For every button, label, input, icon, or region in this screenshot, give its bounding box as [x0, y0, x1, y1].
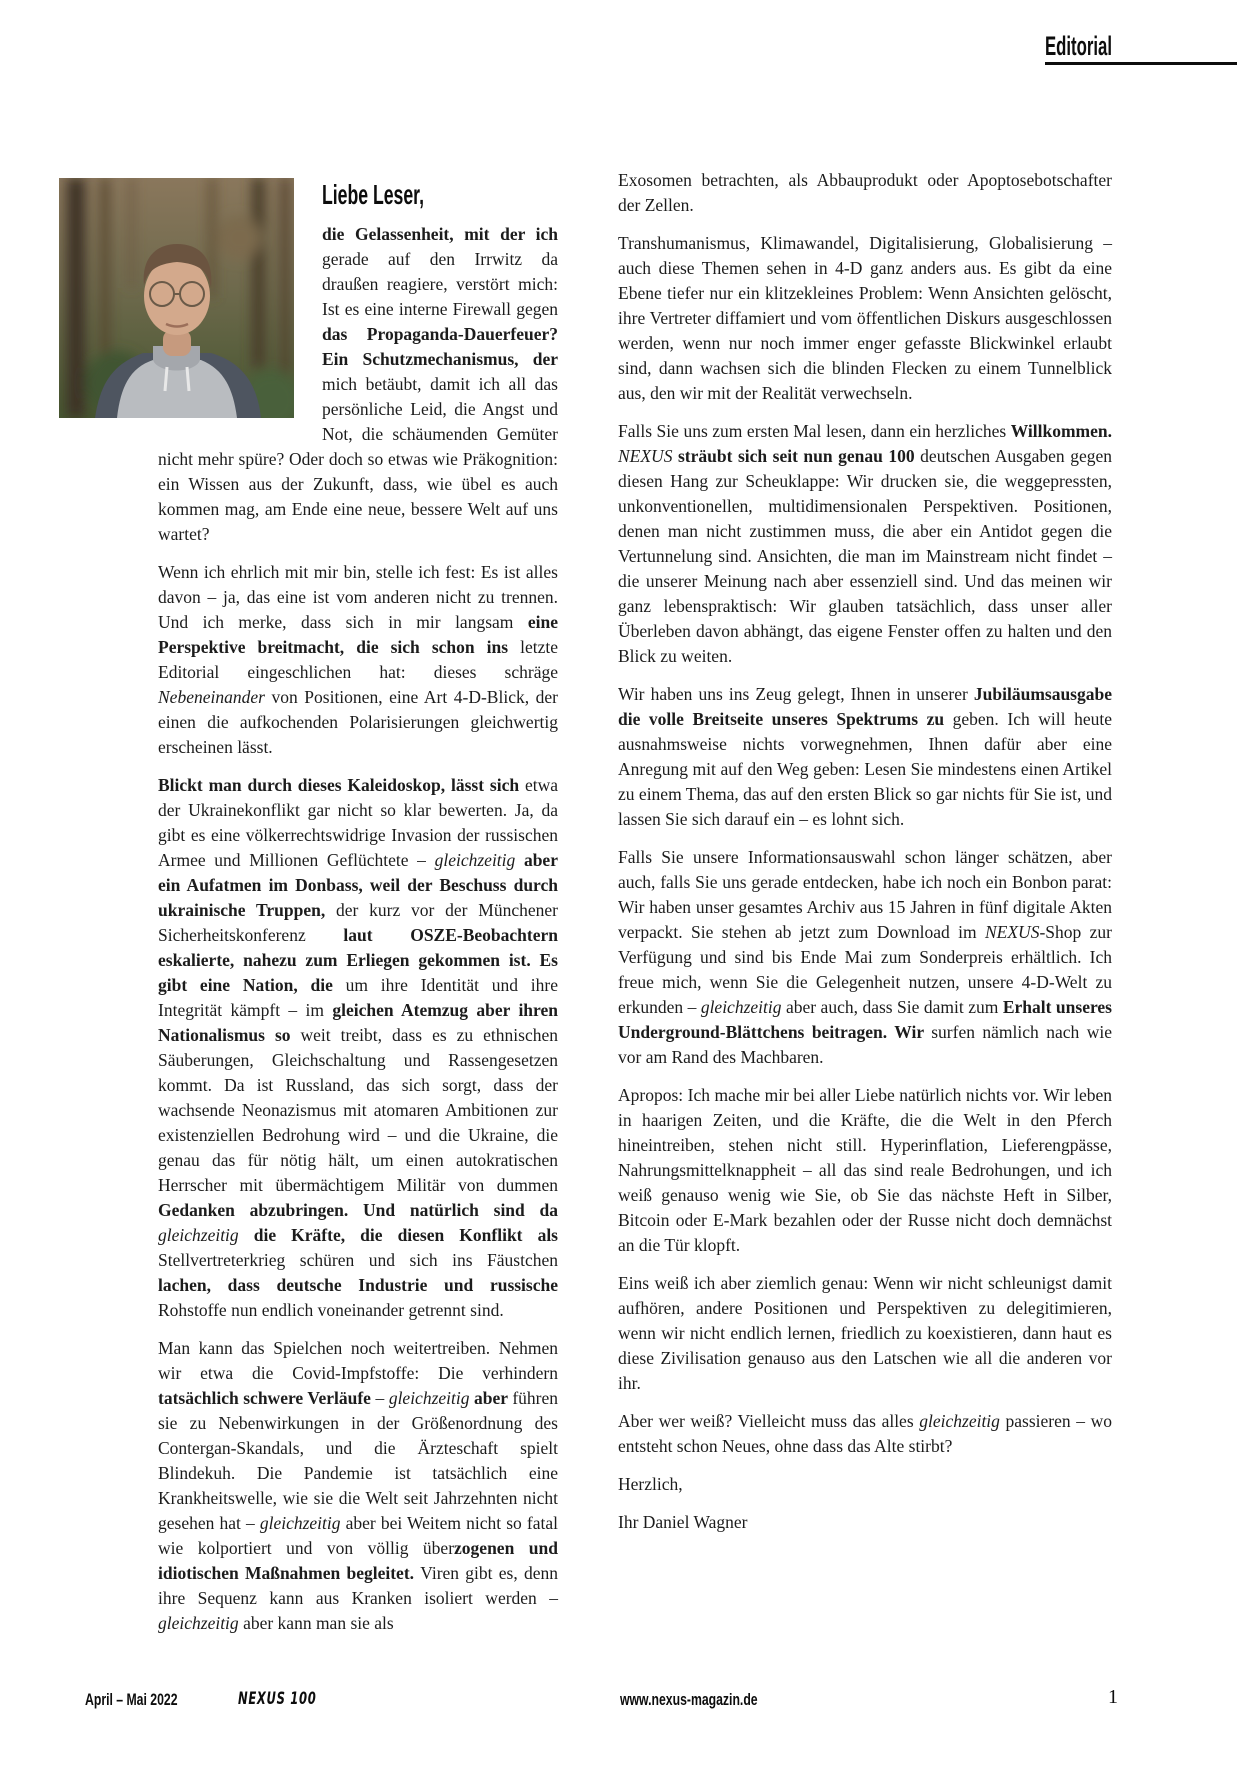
text-run: Rohstoffe nun endlich voneinander getrennt sind.	[158, 1300, 504, 1320]
text-run: Falls Sie unsere Informationsauswahl schon länger schätzen, aber auch, falls Sie uns gerade entdecken, habe ich noch ein Bonbon parat: Wir haben unser gesamtes Archiv aus 15 Jahren in fünf digitale Akten verpackt. Sie stehen ab jetzt zum Download im	[618, 847, 1112, 942]
text-run: Ihr Daniel Wagner	[618, 1512, 748, 1532]
text-run: aber	[474, 1388, 513, 1408]
text-run: die Kräfte, die diesen Konflikt als	[253, 1225, 558, 1245]
right-column	[618, 168, 1112, 1548]
text-run: gleichzeitig	[700, 997, 786, 1017]
text-run: gleichzeitig	[434, 850, 524, 870]
salutation-heading: Liebe Leser,	[322, 179, 424, 210]
text-run: sträubt sich seit nun genau 100	[677, 446, 921, 466]
text-run: aber kann man sie als	[243, 1613, 394, 1633]
text-run: gleichzeitig	[158, 1225, 254, 1245]
paragraph	[618, 1510, 1112, 1535]
issue-logo: NEXUS 100	[238, 1689, 317, 1709]
text-run: tatsächlich schwere Verläufe	[158, 1388, 376, 1408]
text-run: zogenen und idiotischen Maßnahmen begleitet.	[158, 1538, 558, 1583]
page-number: 1	[1108, 1686, 1118, 1708]
text-run: NEXUS	[985, 922, 1040, 942]
text-run: Eins weiß ich aber ziemlich genau: Wenn wir nicht schleunigst damit aufhören, andere Positionen und Perspektiven zu delegitimieren, wenn wir nicht endlich lernen, friedlich zu koexistieren, dann haut es diese Zivilisation genauso aus den Latschen wie all die anderen vor ihr.	[618, 1273, 1112, 1393]
text-run: gleichzeitig	[259, 1513, 346, 1533]
text-run: -Shop zur Verfügung und sind bis Ende Mai zum Sonderpreis erhältlich. Ich freue mich, wenn Sie die Gelegenheit nutzen, unsere 4-D-Welt zu erkunden –	[618, 922, 1113, 1017]
text-run: die Gelassenheit, mit der ich	[322, 224, 558, 244]
text-run: Gedanken abzubringen. Und natürlich sind da	[158, 1200, 558, 1220]
text-run: Falls Sie uns zum ersten Mal lesen, dann ein herzliches	[618, 421, 1011, 441]
text-run: aber bei Weitem nicht so fatal wie kolportiert und von völlig über	[158, 1513, 558, 1558]
paragraph	[618, 1271, 1112, 1396]
text-run: eine Perspektive breitmacht, die sich schon ins	[158, 612, 558, 657]
paragraph	[618, 231, 1112, 406]
paragraph	[158, 222, 558, 547]
paragraph	[618, 419, 1112, 669]
text-run: Willkommen.	[1010, 421, 1112, 441]
paragraph	[158, 1336, 558, 1636]
text-run: gleichzeitig	[919, 1411, 1006, 1431]
text-run: aber ein Aufatmen im Donbass, weil der Beschuss durch ukrainische Truppen,	[158, 850, 558, 920]
text-run: der kurz vor der Münchener Sicherheitskonferenz	[158, 900, 558, 945]
text-run: Transhumanismus, Klimawandel, Digitalisierung, Globalisierung – auch diese Themen sehen in 4-D ganz anders aus. Es gibt da eine Ebene tiefer nur ein klitzekleines Problem: Wenn Ansichten gelöscht, ihre Vertreter diffamiert und vom öffentlichen Diskurs ausgeschlossen werden, wenn nur noch immer enger gefasste Blickwinkel erlaubt sind, dann wachsen sich die blinden Flecken zu einem Tunnelblick aus, den wir mit der Realität verwechseln.	[618, 233, 1112, 403]
text-run: deutschen Ausgaben gegen diesen Hang zur Scheuklappe: Wir drucken sie, die weggepressten, unkonventionellen, multidimensionalen Perspektiven. Positionen, denen man nicht zustimmen muss, die aber ein Antidot gegen die Vertunnelung sind. Ansichten, die man im Mainstream nicht findet – die unserer Meinung nach aber essenziell sind. Und das meinen wir ganz lebenspraktisch: Wir glauben tatsächlich, dass unser aller Überleben davon abhängt, das eigene Fenster offen zu halten und den Blick zu weiten.	[618, 446, 1112, 666]
right-column-text	[618, 168, 1112, 1535]
text-run: gleichzeitig	[158, 1613, 244, 1633]
text-run: Apropos: Ich mache mir bei aller Liebe natürlich nichts vor. Wir leben in haarigen Zeiten, und die Kräfte, die die Welt in den Pferch hineintreiben, stehen nicht still. Hyperinflation, Lieferengpässe, Nahrungsmittelknappheit – all das sind reale Bedrohungen, und ich weiß genauso wenig wie Sie, ob Sie das nächste Heft in Silber, Bitcoin oder E-Mark bezahlen oder der Russe nicht doch demnächst an die Tür klopft.	[618, 1085, 1112, 1255]
text-run: Stellvertreterkrieg schüren und sich ins Fäustchen	[158, 1250, 558, 1270]
paragraph	[618, 1083, 1112, 1258]
text-run: das Propaganda-Dauerfeuer? Ein Schutzmechanismus, der	[322, 324, 558, 369]
paragraph	[618, 682, 1112, 832]
text-run: geben. Ich will heute ausnahmsweise nichts vorwegnehmen, Ihnen dafür aber eine Anregung mit auf den Weg geben: Lesen Sie mindestens einen Artikel zu einem Thema, das auf den ersten Blick so gar nichts für Sie ist, und lassen Sie sich darauf ein – es lohnt sich.	[618, 709, 1112, 829]
text-run: NEXUS	[618, 446, 678, 466]
text-run: Herzlich,	[618, 1474, 683, 1494]
text-run: –	[375, 1388, 389, 1408]
paragraph	[618, 1409, 1112, 1459]
text-run: surfen nämlich nach wie vor am Rand des Machbaren.	[618, 1022, 1112, 1067]
magazine-website: www.nexus-magazin.de	[620, 1690, 758, 1709]
left-column-text	[158, 222, 558, 1636]
text-run: von Positionen, eine Art 4-D-Blick, der einen die aufkochenden Polarisierungen gleichwertig erscheinen lässt.	[158, 687, 558, 757]
section-title: Editorial	[1045, 31, 1112, 61]
text-run: laut OSZE-Beobachtern eskalierte, nahezu zum Erliegen gekommen ist. Es gibt eine Nation, die	[158, 925, 558, 995]
text-run: führen sie zu Nebenwirkungen in der Größenordnung des Contergan-Skandals, und die Ärzteschaft spielt Blindekuh. Die Pandemie ist tatsächlich eine Krankheitswelle, wie sie die Welt seit Jahrzehnten nicht gesehen hat –	[158, 1388, 558, 1533]
issue-date: April – Mai 2022	[85, 1690, 178, 1709]
paragraph	[618, 845, 1112, 1070]
text-run: Jubiläumsausgabe die volle Breitseite unseres Spektrums zu	[618, 684, 1112, 729]
paragraph	[618, 1472, 1112, 1497]
text-run: Aber wer weiß? Vielleicht muss das alles	[618, 1411, 920, 1431]
text-run: mich betäubt, damit ich all das persönliche Leid, die Angst und Not, die schäumenden Gemüter nicht mehr spüre? Oder doch so etwas wie Präkognition: ein Wissen aus der Zukunft, dass, wie übel es auch kommen mag, am Ende eine neue, bessere Welt auf uns wartet?	[158, 374, 558, 544]
text-run: passieren – wo entsteht schon Neues, ohne dass das Alte stirbt?	[618, 1411, 1112, 1456]
text-run: Blickt man durch dieses Kaleidoskop, lässt sich	[158, 775, 525, 795]
text-run: lachen, dass deutsche Industrie und russische	[158, 1275, 558, 1295]
text-run: gerade auf den Irrwitz da draußen reagiere, verstört mich: Ist es eine interne Firewall gegen	[322, 249, 558, 319]
text-run: gleichen Atemzug aber ihren Nationalismus so	[158, 1000, 558, 1045]
text-run: um ihre Identität und ihre Integrität kämpft – im	[158, 975, 558, 1020]
text-run: Man kann das Spielchen noch weitertreiben. Nehmen wir etwa die Covid-Impfstoffe: Die verhindern	[158, 1338, 558, 1383]
text-run: etwa der Ukrainekonflikt gar nicht so klar bewerten. Ja, da gibt es eine völkerrechtswidrige Invasion der russischen Armee und Millionen Geflüchtete –	[158, 775, 558, 870]
text-run: Erhalt unseres Underground-Blättchens beitragen. Wir	[618, 997, 1112, 1042]
text-run: Wir haben uns ins Zeug gelegt, Ihnen in unserer	[618, 684, 974, 704]
paragraph	[158, 560, 558, 760]
paragraph	[618, 168, 1112, 218]
text-run: Exosomen betrachten, als Abbauprodukt oder Apoptosebotschafter der Zellen.	[618, 170, 1112, 215]
text-run: Nebeneinander	[158, 687, 272, 707]
text-run: weit treibt, dass es zu ethnischen Säuberungen, Gleichschaltung und Rassengesetzen kommt. Da ist Russland, das sich sorgt, dass der wachsende Neonazismus mit atomaren Ambitionen zur existenziellen Bedrohung wird – und die Ukraine, die genau das für nötig hält, um einen autokratischen Herrscher mit übermächtigem Militär von dummen	[158, 1025, 558, 1195]
section-header	[1045, 32, 1237, 65]
text-run: Viren gibt es, denn ihre Sequenz kann aus Kranken isoliert werden –	[158, 1563, 558, 1608]
text-run: letzte Editorial eingeschlichen hat: dieses schräge	[158, 637, 558, 682]
text-run: aber auch, dass Sie damit zum	[785, 997, 1003, 1017]
header-rule	[1045, 62, 1237, 65]
paragraph	[158, 773, 558, 1323]
text-run: gleichzeitig	[388, 1388, 475, 1408]
text-run: Wenn ich ehrlich mit mir bin, stelle ich fest: Es ist alles davon – ja, das eine ist vom anderen nicht zu trennen. Und ich merke, dass sich in mir langsam	[158, 562, 558, 632]
left-column	[158, 180, 558, 1649]
